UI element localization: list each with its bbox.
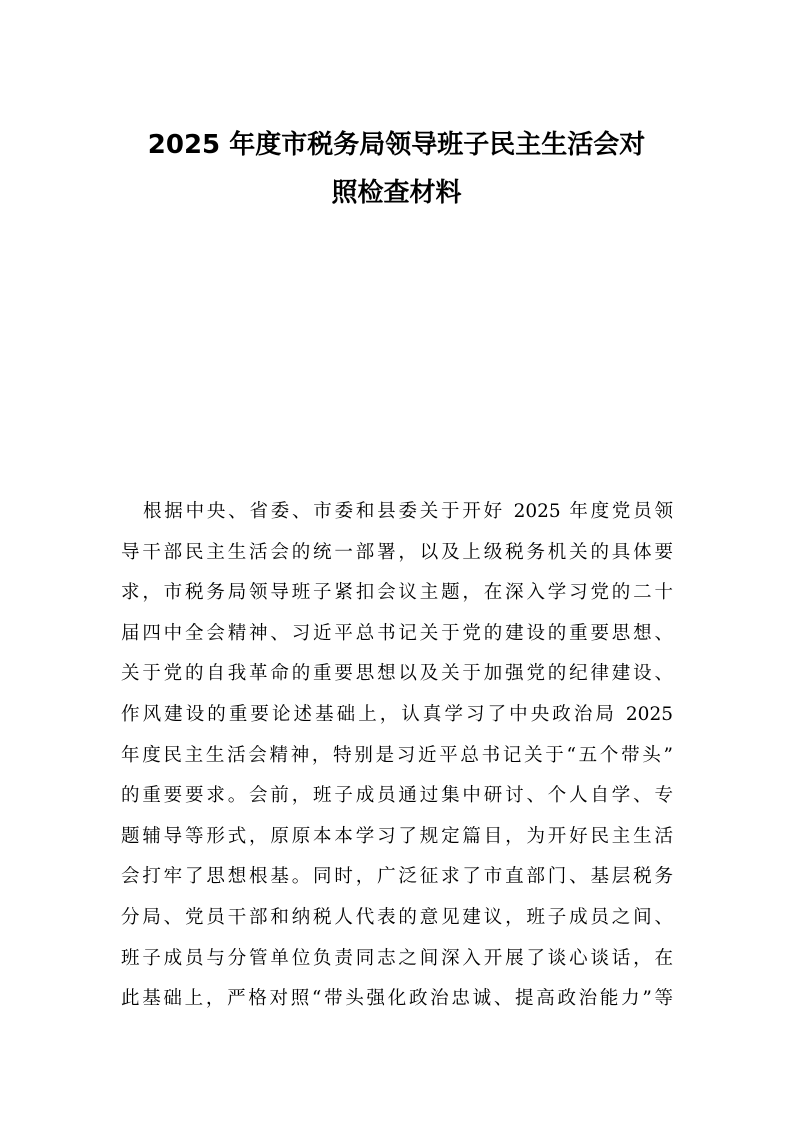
document-title-line-2: 照检查材料 xyxy=(331,178,462,208)
body-line-7: 年度民主生活会精神，特别是习近平总书记关于“五个带头” xyxy=(121,744,673,766)
body-line-12: 班子成员与分管单位负责同志之间深入开展了谈心谈话，在 xyxy=(121,947,673,969)
body-line-11: 分局、党员干部和纳税人代表的意见建议，班子成员之间、 xyxy=(121,906,673,928)
document-body xyxy=(121,492,673,1020)
body-line-6: 作风建设的重要论述基础上，认真学习了中央政治局 2025 xyxy=(121,703,673,725)
document-title-line-1: 2025 年度市税务局领导班子民主生活会对 xyxy=(147,130,646,160)
body-line-1: 根据中央、省委、市委和县委关于开好 2025 年度党员领 xyxy=(143,501,673,522)
body-line-3: 求，市税务局领导班子紧扣会议主题，在深入学习党的二十 xyxy=(121,582,673,604)
body-line-5: 关于党的自我革命的重要思想以及关于加强党的纪律建设、 xyxy=(121,663,673,685)
body-line-9: 题辅导等形式，原原本本学习了规定篇目，为开好民主生活 xyxy=(121,825,673,847)
body-line-4: 届四中全会精神、习近平总书记关于党的建设的重要思想、 xyxy=(121,622,673,644)
body-line-8: 的重要要求。会前，班子成员通过集中研讨、个人自学、专 xyxy=(121,785,673,807)
body-line-2: 导干部民主生活会的统一部署，以及上级税务机关的具体要 xyxy=(121,541,673,563)
body-line-13: 此基础上，严格对照“带头强化政治忠诚、提高政治能力”等 xyxy=(121,988,673,1010)
body-line-10: 会打牢了思想根基。同时，广泛征求了市直部门、基层税务 xyxy=(121,866,673,888)
